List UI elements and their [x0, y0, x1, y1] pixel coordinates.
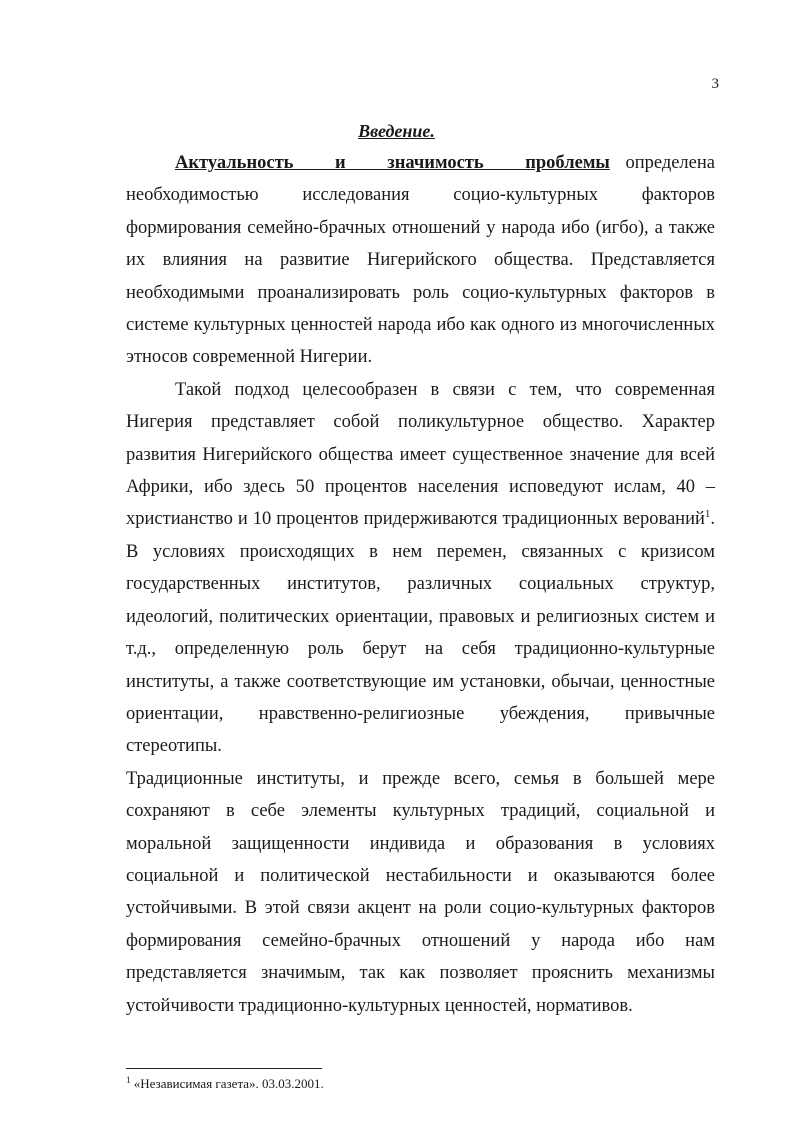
paragraph-approach-text-a: Такой подход целесообразен в связи с тем, что современная Нигерия представляет собой поликультурное общество. Характер развития Нигерийского общества имеет существенное значение для всей Африки, ибо здесь 50 процентов населения исповедуют ислам, 40 – христианство и 10 процентов придерживаются традиционных верований — [126, 379, 715, 530]
footnote-text: «Независимая газета». 03.03.2001. — [130, 1076, 324, 1091]
lead-phrase: Актуальность и значимость проблемы — [175, 153, 610, 173]
paragraph-relevance-text: определена необходимостью исследования социо-культурных факторов формирования семейно-брачных отношений у народа ибо (игбо), а также их влияния на развитие Нигерийского общества. Представляется необходимыми проанализировать роль социо-культурных факторов в системе культурных ценностей народа ибо как одного из многочисленных этносов современной Нигерии. — [126, 153, 715, 368]
body-text — [126, 147, 715, 1022]
footnote-divider — [126, 1068, 322, 1069]
footnote-marker: 1 — [126, 1075, 131, 1085]
page-number: 3 — [711, 76, 719, 92]
paragraph-approach-text-b: . В условиях происходящих в нем перемен, связанных с кризисом государственных институтов, различных социальных структур, идеологий, политических ориентации, правовых и религиозных систем и т.д., определенную роль берут на себя традиционно-культурные институты, а также соответствующие им установки, обычаи, ценностные ориентации, нравственно-религиозные убеждения, привычные стереотипы. — [126, 509, 715, 757]
footnote — [126, 1076, 715, 1092]
paragraph-relevance — [126, 147, 715, 374]
section-title: Введение. — [358, 121, 435, 141]
paragraph-institutions: Традиционные институты, и прежде всего, семья в большей мере сохраняют в себе элементы культурных традиций, социальной и моральной защищенности индивида и образования в условиях социальной и политической нестабильности и оказываются более устойчивыми. В этой связи акцент на роли социо-культурных факторов формирования семейно-брачных отношений у народа ибо нам представляется значимым, так как позволяет прояснить механизмы устойчивости традиционно-культурных ценностей, нормативов. — [126, 768, 715, 1016]
paragraph-approach — [126, 374, 715, 763]
footnote-reference: 1 — [704, 508, 711, 521]
